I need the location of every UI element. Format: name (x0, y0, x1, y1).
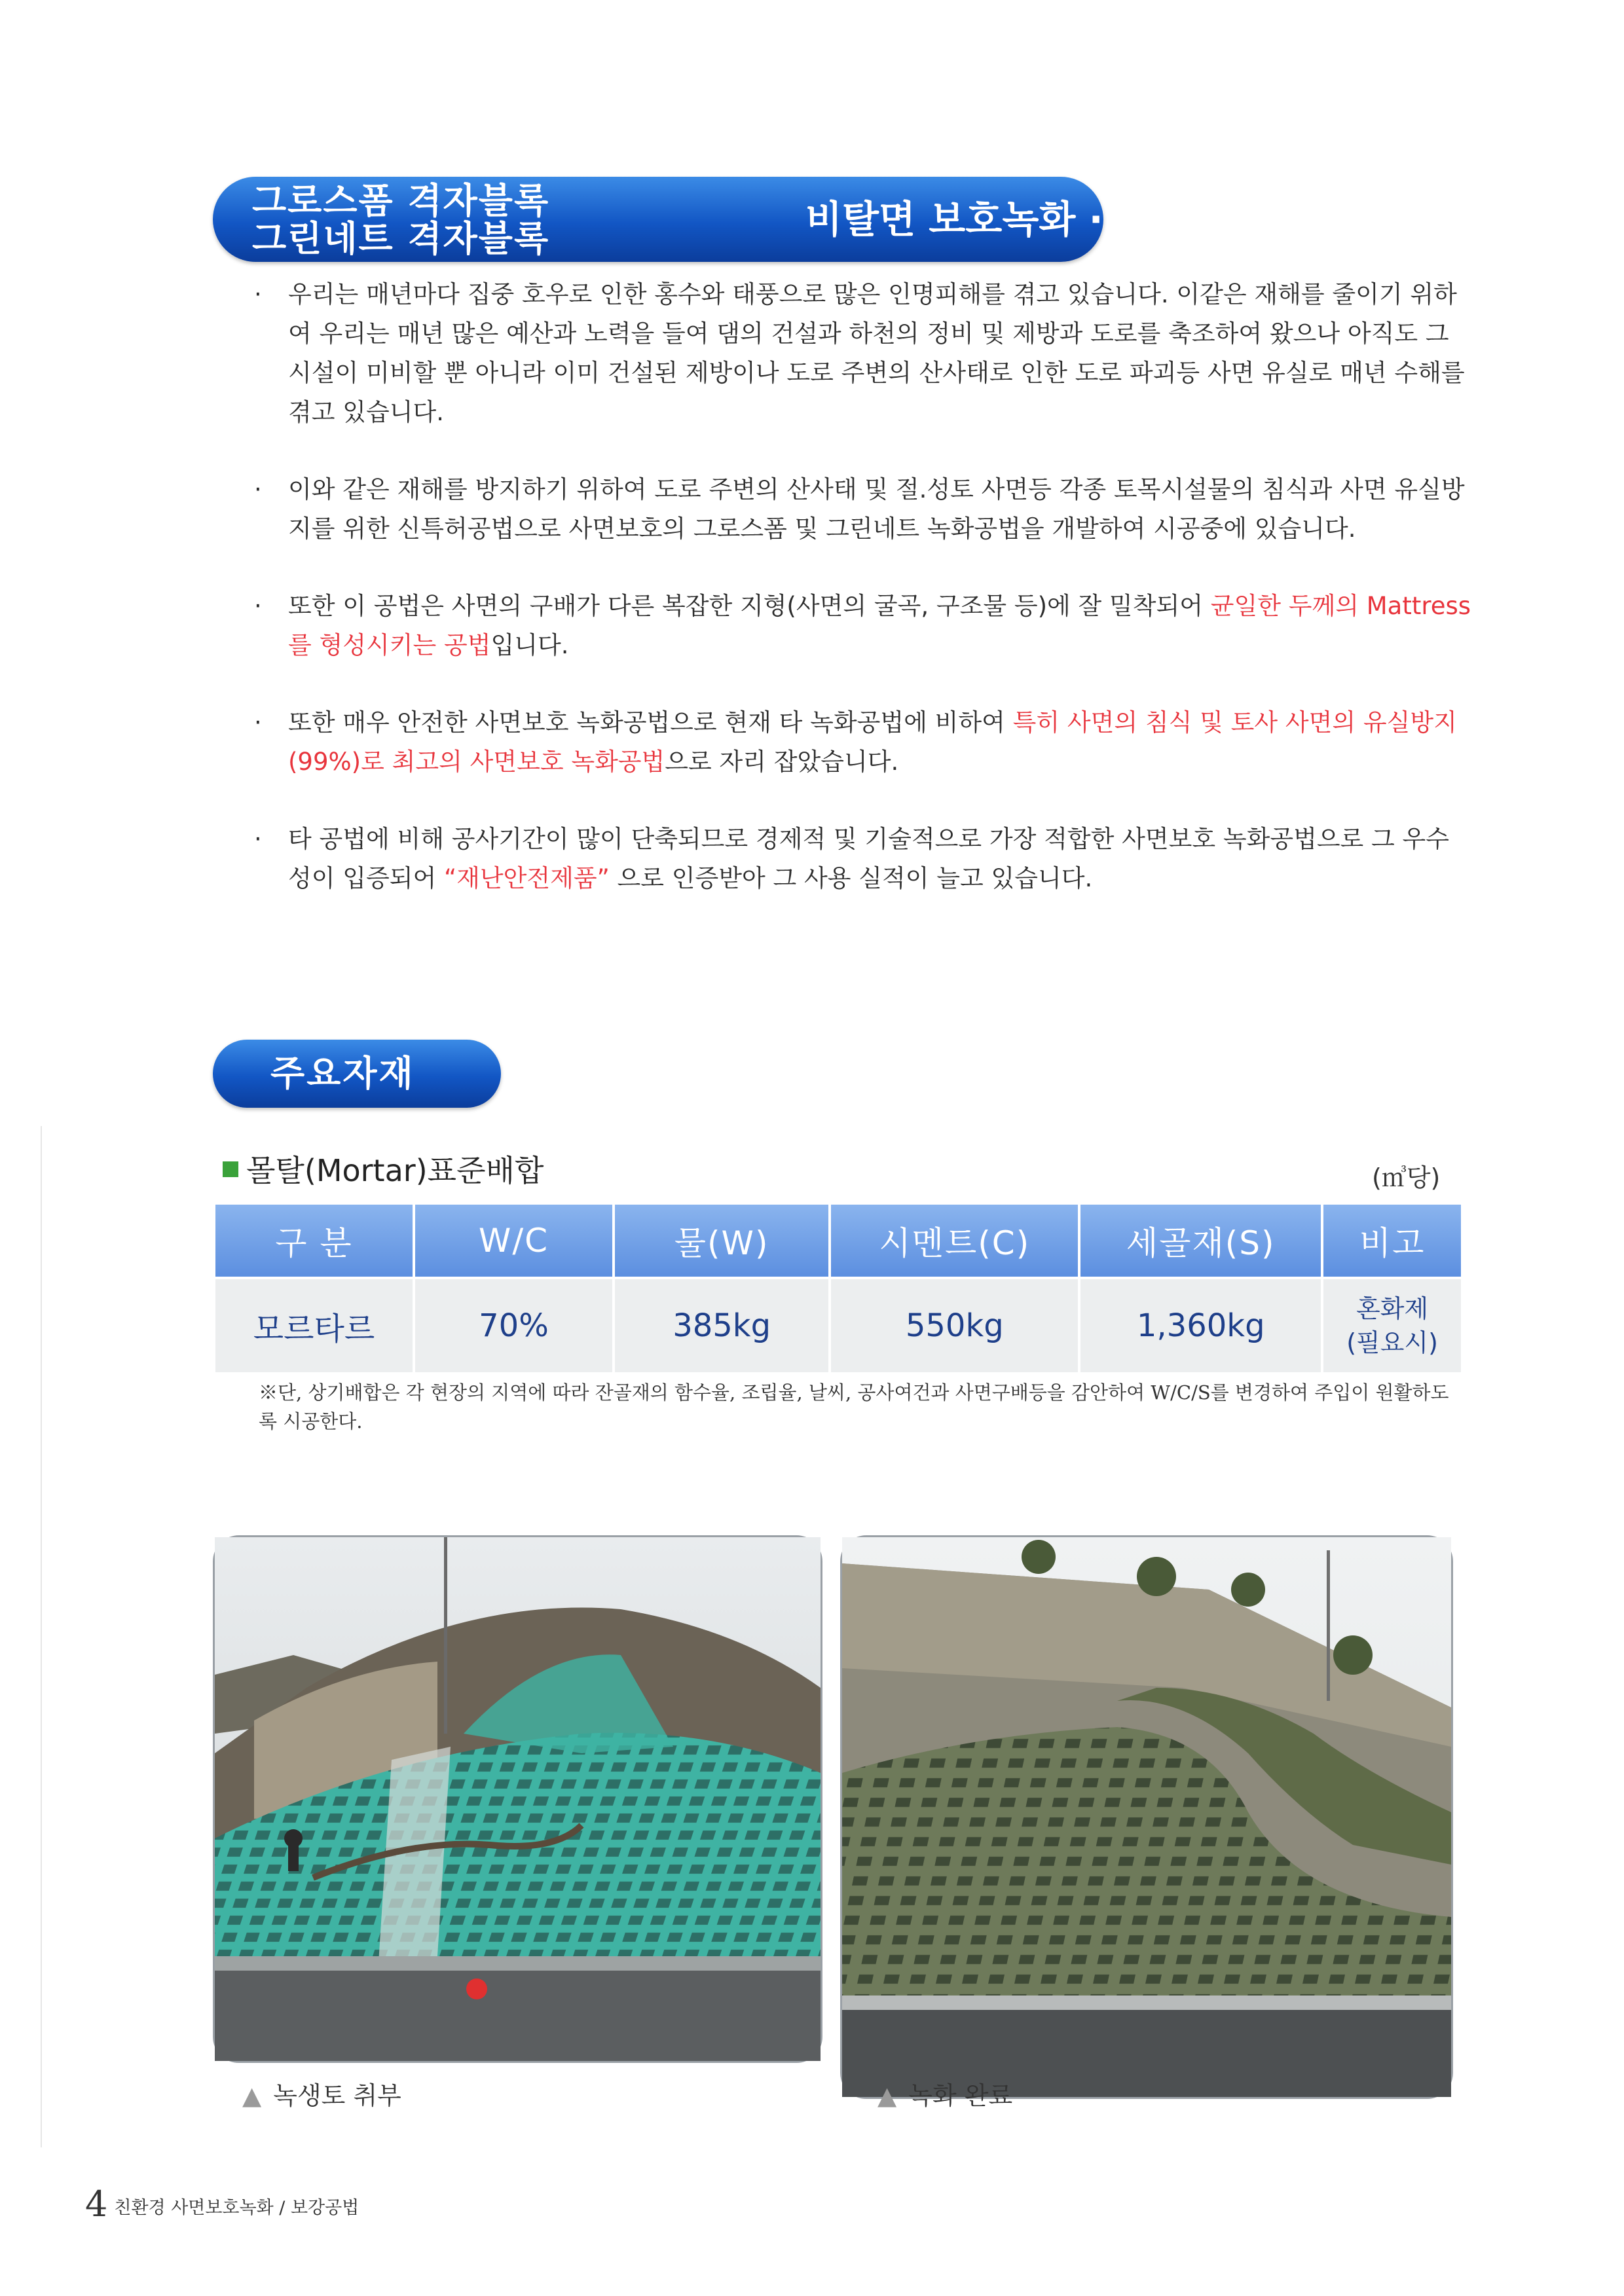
paragraph (254, 275, 1472, 432)
table-header-row (215, 1205, 1461, 1277)
header-water: 물(W) (615, 1205, 828, 1277)
paragraph (254, 470, 1472, 549)
paragraph (254, 820, 1472, 898)
cell-sand: 1,360kg (1080, 1277, 1321, 1372)
note-line-1: 혼화제 (1356, 1294, 1429, 1323)
paragraph-text: 또한 이 공법은 사면의 구배가 다른 복잡한 지형(사면의 굴곡, 구조물 등)에 잘 밀착되어 (288, 592, 1211, 620)
paragraph-text: 또한 매우 안전한 사면보호 녹화공법으로 현재 타 녹화공법에 비하여 (288, 708, 1013, 737)
mortar-mix-table (213, 1205, 1464, 1372)
bullet-dot-icon: · (254, 475, 262, 503)
bullet-dot-icon: · (254, 280, 262, 308)
bullet-dot-icon: · (254, 825, 262, 853)
mix-unit: (㎥당) (1372, 1163, 1441, 1192)
header-sand: 세골재(S) (1080, 1205, 1321, 1277)
paragraph (254, 587, 1472, 665)
paragraph-text: 우리는 매년마다 집중 호우로 인한 홍수와 태풍으로 많은 인명피해를 겪고 있습니다. 이같은 재해를 줄이기 위하여 우리는 매년 많은 예산과 노력을 들여 댐의 건설과 하천의 정비 및 제방과 도로를 축조하여 왔으나 아직도 그 시설이 미비할 뿐 아니라 이미 건설된 제방이나 도로 주변의 산사태로 인한 도로 파괴등 사면 유실로 매년 수해를 겪고 있습니다. (288, 280, 1465, 426)
paragraph (254, 703, 1472, 782)
caption-right (877, 2075, 1012, 2111)
square-bullet-icon (223, 1161, 238, 1177)
mix-footnote: ※단, 상기배합은 각 현장의 지역에 따라 잔골재의 함수율, 조립율, 날씨, 공사여건과 사면구배등을 감안하여 W/C/S를 변경하여 주입이 원활하도록 시공한다. (259, 1381, 1449, 1432)
title-banner (213, 177, 1277, 262)
slope-photo-image (215, 1537, 821, 2061)
bullet-dot-icon: · (254, 708, 262, 737)
cell-wc: 70% (415, 1277, 612, 1372)
highlight-text: “재난안전제품” (443, 864, 610, 892)
paragraph-text: 타 공법에 비해 공사기간이 많이 단축되므로 경제적 및 기술적으로 가장 적합한 사면보호 녹화공법으로 그 우수성이 입증되어 (288, 825, 1450, 892)
bullet-dot-icon: · (254, 592, 262, 620)
table-row (215, 1277, 1461, 1372)
note-line-2: (필요시) (1346, 1328, 1438, 1357)
intro-paragraphs (254, 275, 1472, 936)
photo-seed-spraying (213, 1535, 822, 2063)
title-line-2: 그린네트 격자블록 (252, 218, 550, 259)
mix-heading (223, 1147, 544, 1190)
header-wc: W/C (415, 1205, 612, 1277)
triangle-up-icon: ▲ (877, 2081, 897, 2110)
caption-left (242, 2075, 401, 2111)
highlight-text: 균일한 두께의 Mattress를 형성시키는 공법 (288, 592, 1471, 659)
mix-heading-text: 몰탈(Mortar)표준배합 (246, 1153, 544, 1188)
paragraph-text: 으로 자리 잡았습니다. (665, 748, 899, 776)
caption-right-text: 녹화 완료 (908, 2081, 1013, 2110)
paragraph-text: 으로 인증받아 그 사용 실적이 늘고 있습니다. (609, 864, 1093, 892)
paragraph-text: 입니다. (490, 631, 569, 659)
paragraph-text: 이와 같은 재해를 방지하기 위하여 도로 주변의 산사태 및 절.성토 사면등 각종 토목시설물의 침식과 사면 유실방지를 위한 신특허공법으로 사면보호의 그로스폼 및 그린네트 녹화공법을 개발하여 시공중에 있습니다. (288, 475, 1465, 543)
page-footer (85, 2183, 359, 2225)
cell-note (1323, 1277, 1461, 1372)
highlight-text: 특히 사면의 침식 및 토사 사면의 유실방지(99%)로 최고의 사면보호 녹화공법 (288, 708, 1457, 776)
caption-left-text: 녹생토 취부 (273, 2081, 401, 2110)
vegetated-slope-image (842, 1537, 1451, 2097)
title-product-names (252, 182, 796, 258)
triangle-up-icon: ▲ (242, 2081, 262, 2110)
cell-name: 모르타르 (215, 1277, 413, 1372)
photo-greening-complete (840, 1535, 1453, 2099)
cell-water: 385kg (615, 1277, 828, 1372)
title-method: 비탈면 보호녹화 · 보강 공법 (805, 197, 1277, 242)
margin-rule (41, 1126, 42, 2147)
page-number: 4 (85, 2183, 108, 2225)
cell-cement: 550kg (831, 1277, 1078, 1372)
header-note: 비고 (1323, 1205, 1461, 1277)
header-category: 구 분 (215, 1205, 413, 1277)
title-line-1: 그로스폼 격자블록 (252, 180, 550, 221)
footer-text: 친환경 사면보호녹화 / 보강공법 (114, 2198, 360, 2218)
section-title-main-materials: 주요자재 (213, 1040, 501, 1108)
header-cement: 시멘트(C) (831, 1205, 1078, 1277)
